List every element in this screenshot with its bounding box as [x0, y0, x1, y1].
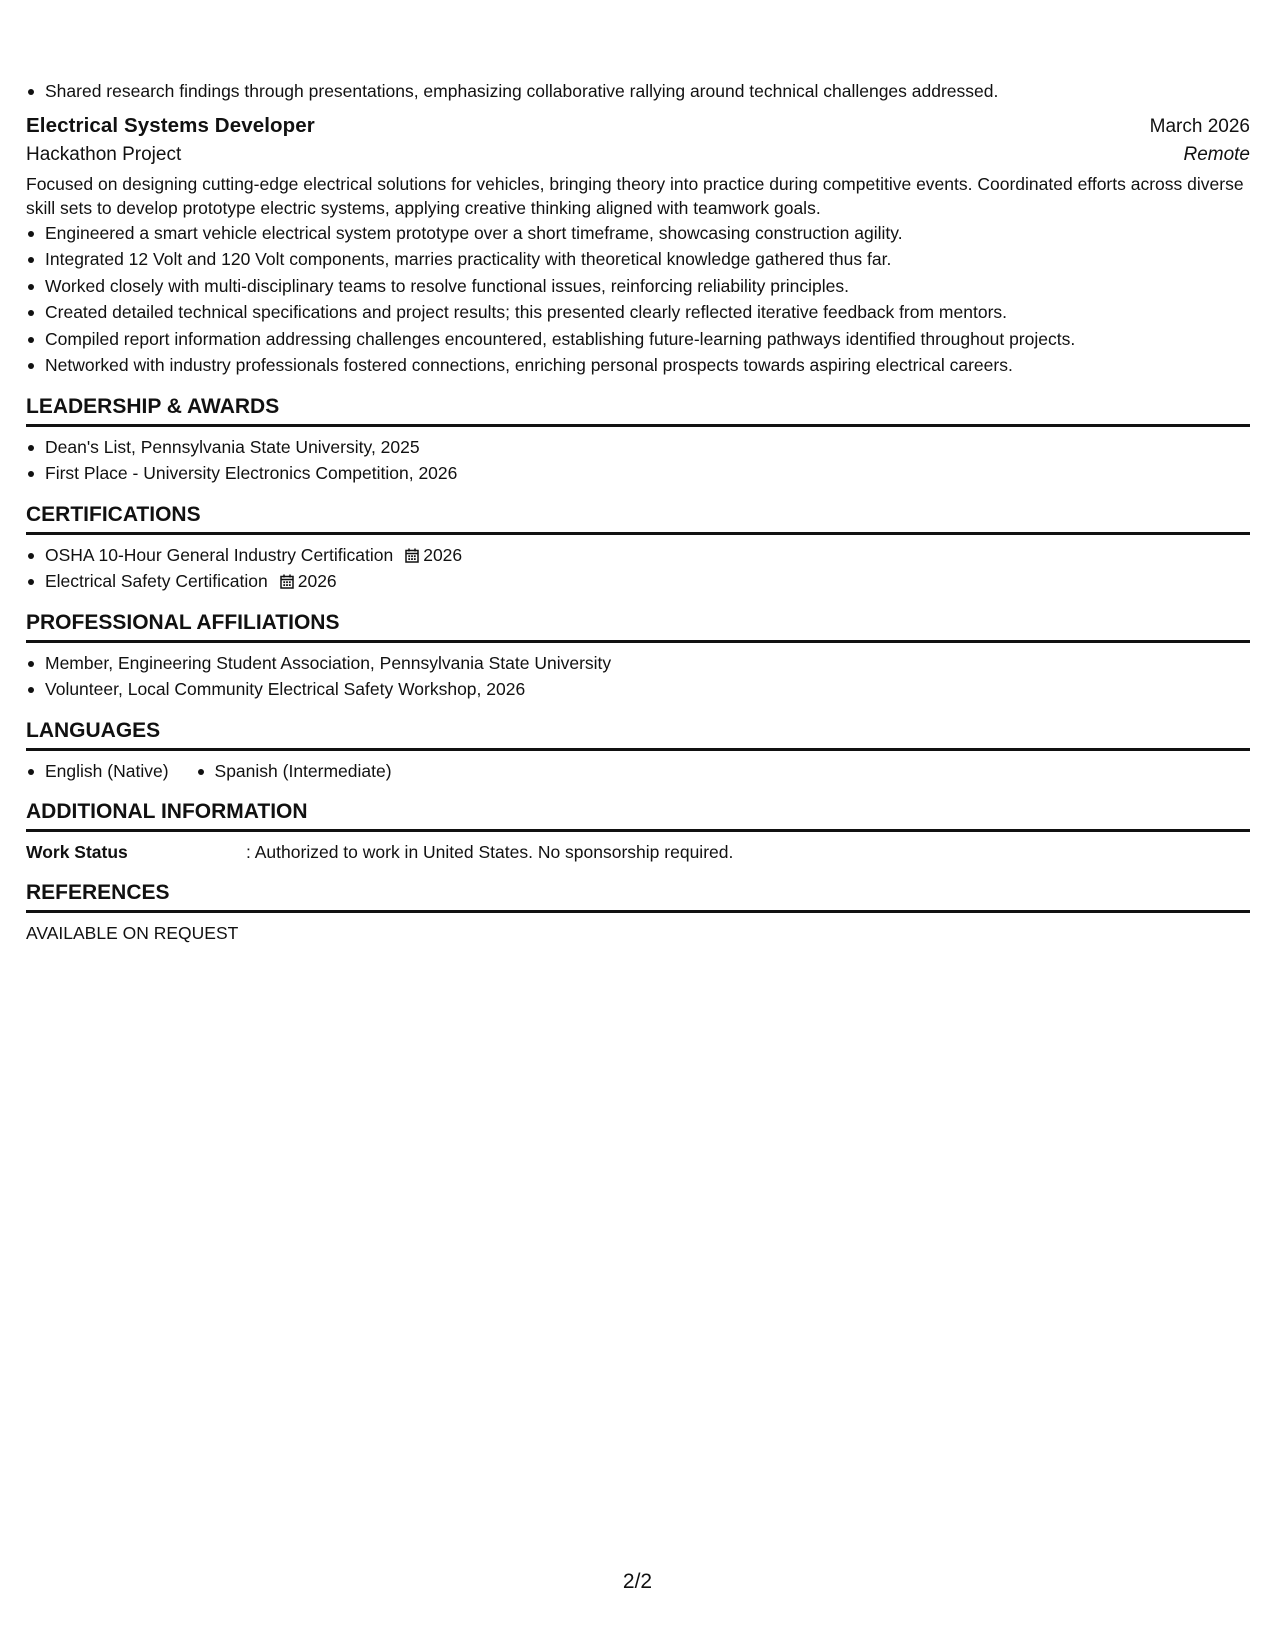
certifications-list	[26, 542, 1250, 595]
affiliations-list	[26, 650, 1250, 703]
job-bullet-list	[26, 220, 1250, 379]
section-title-affiliations: PROFESSIONAL AFFILIATIONS	[26, 611, 1250, 643]
certification-year: 2026	[423, 544, 463, 565]
resume-page	[26, 78, 1250, 946]
list-item: Member, Engineering Student Association, Pennsylvania State University	[26, 650, 1250, 677]
list-item: Engineered a smart vehicle electrical system prototype over a short timeframe, showcasing construction agility.	[26, 220, 1250, 247]
job-entry	[26, 114, 1250, 379]
list-item: Created detailed technical specifications and project results; this presented clearly reflected iterative feedback from mentors.	[26, 299, 1250, 326]
certification-name: OSHA 10-Hour General Industry Certification	[45, 544, 394, 565]
calendar-icon	[280, 574, 294, 589]
list-item: Compiled report information addressing challenges encountered, establishing future-learning pathways identified throughout projects.	[26, 326, 1250, 353]
language-item: English (Native)	[26, 758, 169, 785]
certification-year: 2026	[297, 571, 337, 591]
work-status-row	[26, 839, 1250, 865]
list-item: Dean's List, Pennsylvania State University, 2025	[26, 434, 1250, 461]
list-item: Networked with industry professionals fostered connections, enriching personal prospects towards aspiring electrical careers.	[26, 352, 1250, 379]
job-subheader	[26, 144, 1250, 166]
job-title: Electrical Systems Developer	[26, 113, 315, 137]
section-title-additional: ADDITIONAL INFORMATION	[26, 800, 1250, 832]
list-item: Shared research findings through presentations, emphasizing collaborative rallying around technical challenges addressed.	[26, 78, 1250, 105]
certification-item	[26, 568, 1250, 595]
work-status-value: : Authorized to work in United States. No sponsorship required.	[246, 842, 734, 862]
leadership-list	[26, 434, 1250, 487]
certification-name: Electrical Safety Certification	[45, 571, 268, 591]
job-date: March 2026	[1149, 115, 1250, 137]
job-header	[26, 114, 1250, 138]
carryover-bullet-list	[26, 78, 1250, 105]
list-item: Volunteer, Local Community Electrical Safety Workshop, 2026	[26, 676, 1250, 703]
language-item: Spanish (Intermediate)	[196, 758, 392, 785]
list-item: Worked closely with multi-disciplinary teams to resolve functional issues, reinforcing reliability principles.	[26, 273, 1250, 300]
job-organization: Hackathon Project	[26, 143, 182, 165]
job-location: Remote	[1183, 143, 1250, 165]
page-number: 2/2	[622, 1570, 653, 1593]
certification-item	[26, 542, 1250, 569]
work-status-label: Work Status	[26, 842, 128, 862]
list-item: Integrated 12 Volt and 120 Volt components, marries practicality with theoretical knowledge gathered thus far.	[26, 246, 1250, 273]
list-item: First Place - University Electronics Competition, 2026	[26, 460, 1250, 487]
section-title-leadership: LEADERSHIP & AWARDS	[26, 395, 1250, 427]
languages-list	[26, 758, 1250, 785]
section-title-references: REFERENCES	[26, 881, 1250, 913]
section-title-languages: LANGUAGES	[26, 719, 1250, 751]
section-title-certifications: CERTIFICATIONS	[26, 503, 1250, 535]
references-text: AVAILABLE ON REQUEST	[26, 923, 239, 943]
job-description: Focused on designing cutting-edge electrical solutions for vehicles, bringing theory into practice during competitive events. Coordinated efforts across diverse skill sets to develop prototype electric systems, applying creative thinking aligned with teamwork goals.	[26, 173, 1244, 218]
calendar-icon	[405, 548, 419, 563]
